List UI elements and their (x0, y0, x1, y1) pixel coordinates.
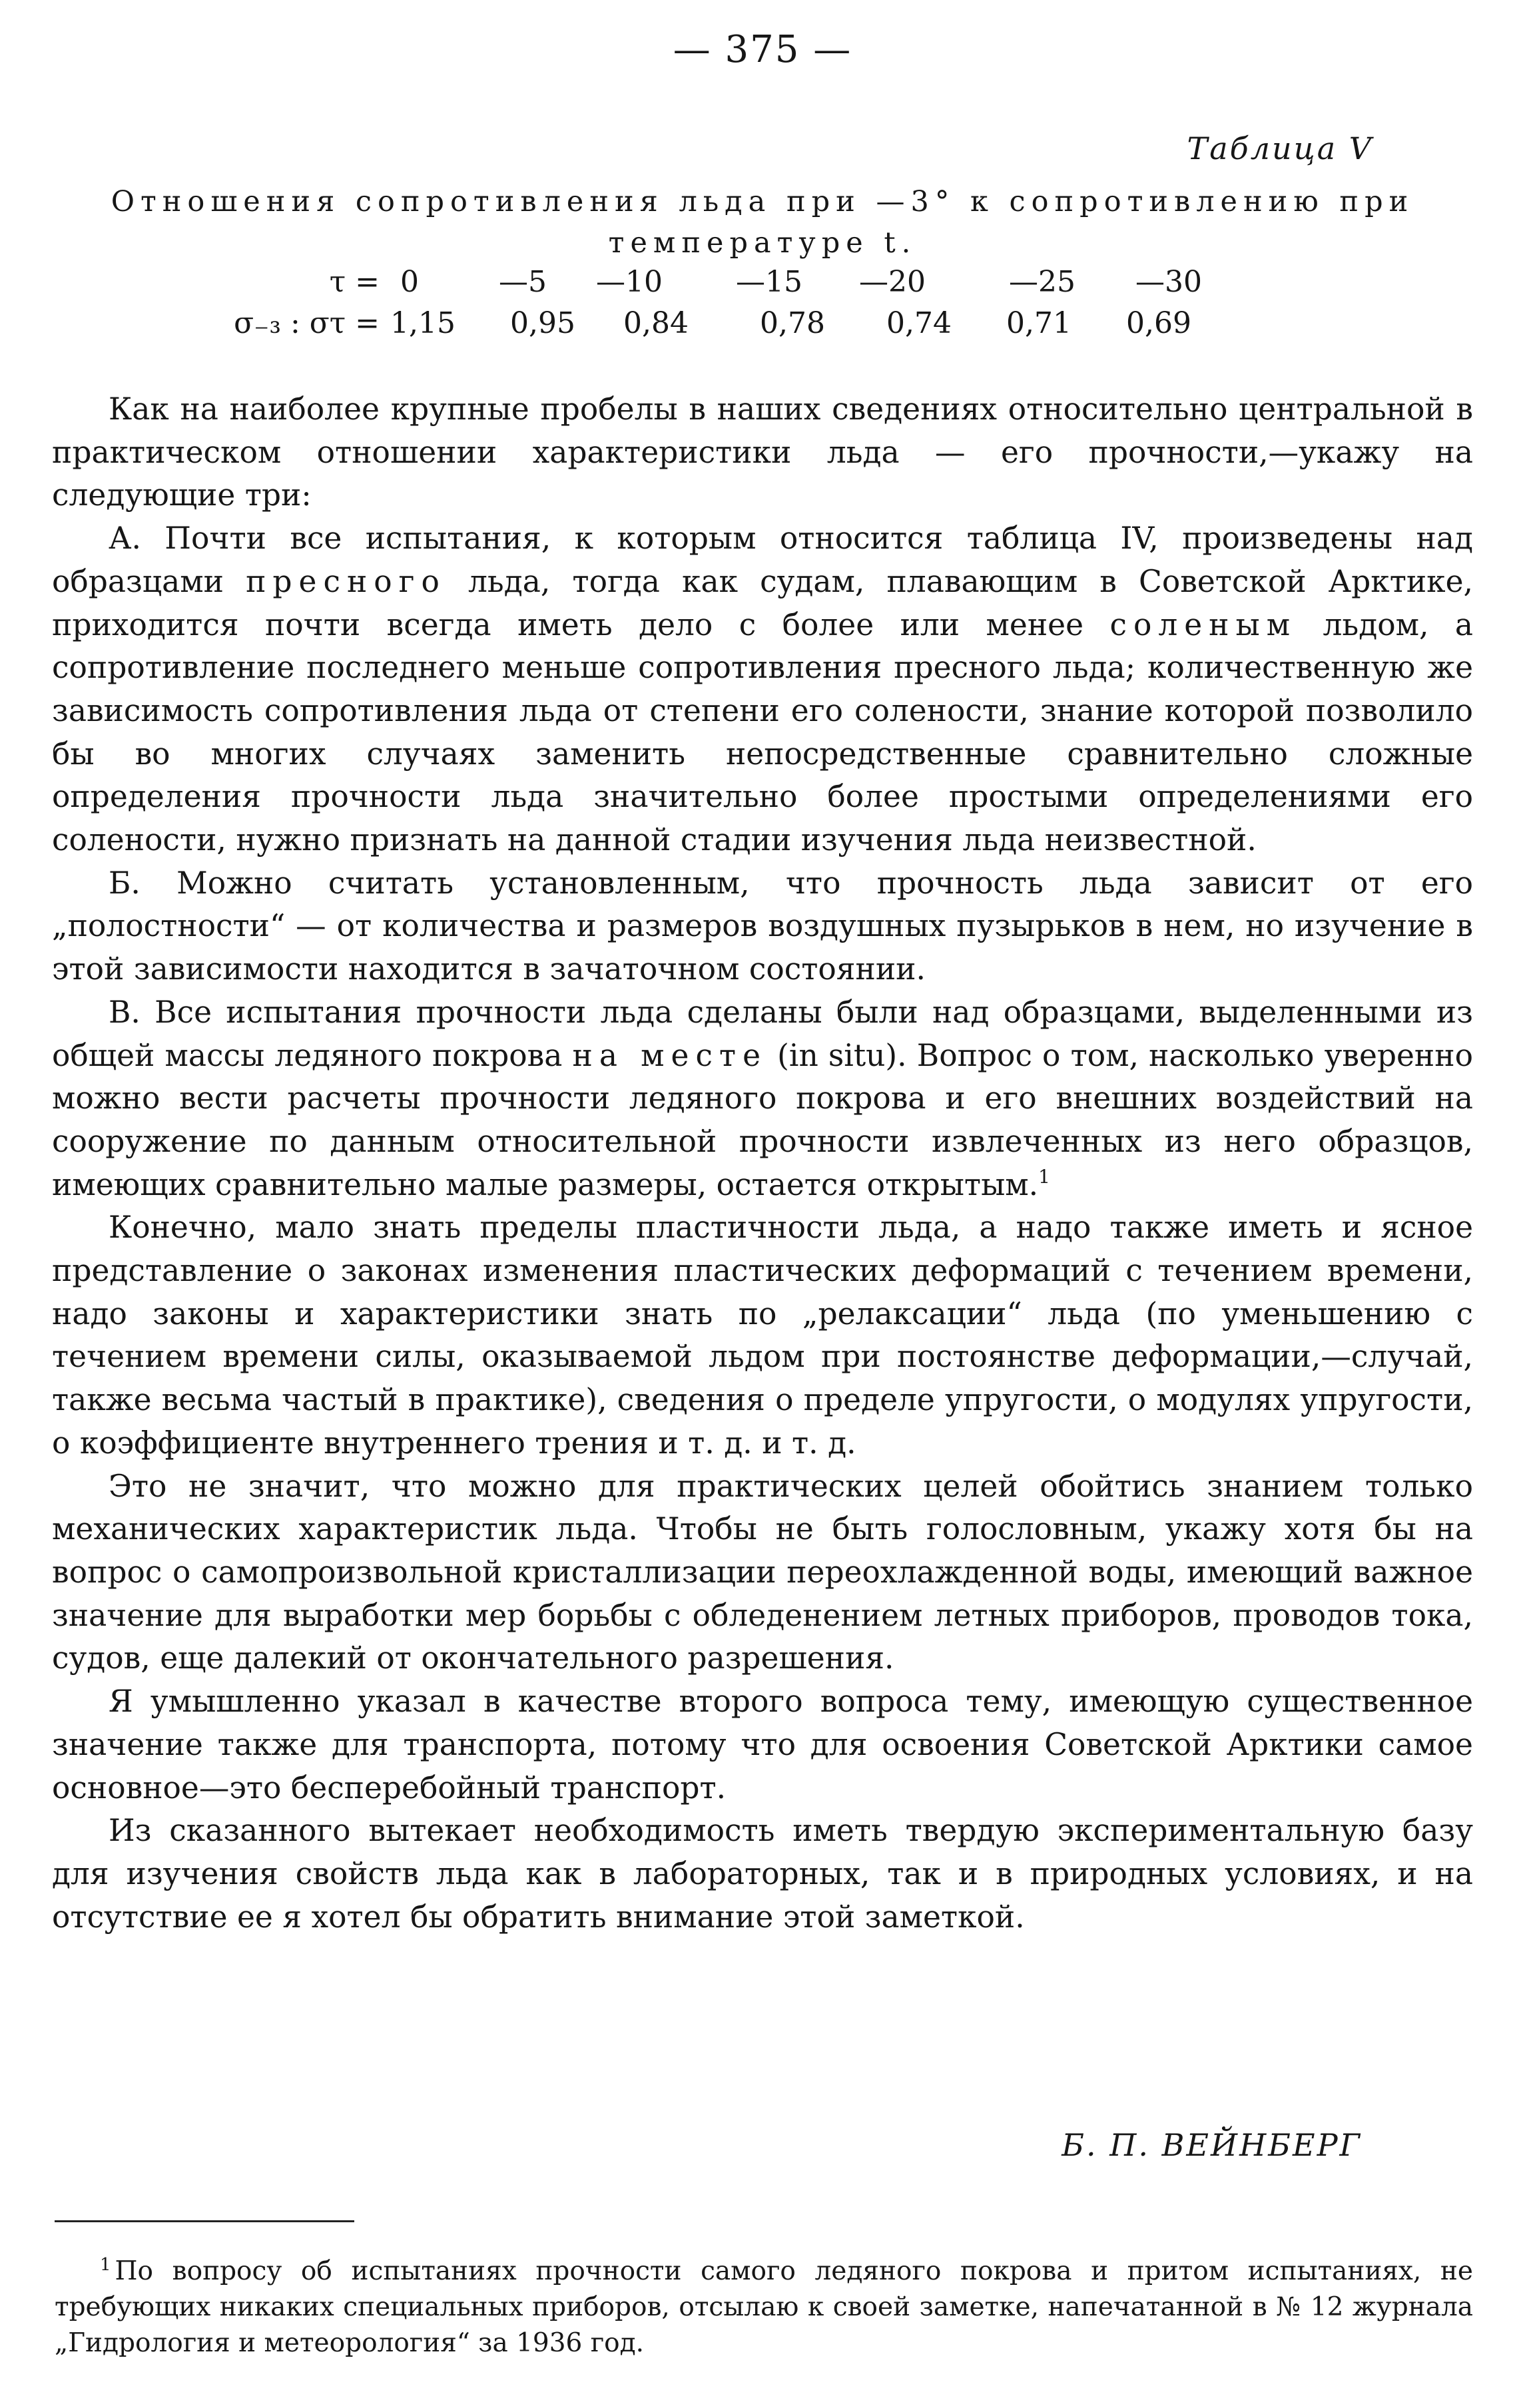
paragraph-a-part-1: А. Почти все испытания, к которым относится таблица IV, произведены над образцами (52, 521, 1473, 599)
author-signature: Б. П. ВЕЙНБЕРГ (1062, 2127, 1362, 2163)
paragraph-intro: Как на наиболее крупные пробелы в наших сведениях относительно центральной в практическом отношении характеристики льда — его прочности,—укажу на следующие три: (52, 391, 1473, 513)
main-text (52, 388, 1473, 1939)
paragraph-e: Это не значит, что можно для практических целей обойтись знанием только механических характеристик льда. Чтобы не быть голословным, укажу хотя бы на вопрос о самопроизвольной кристаллизации переохлажденной воды, имеющий важное значение для выработки мер борьбы с обледенением летных приборов, проводов тока, судов, еще далекий от окончательного разрешения. (52, 1468, 1473, 1676)
table-label: Таблица V (1187, 130, 1373, 166)
ratio-cell: 0,74 (886, 306, 952, 340)
temperature-label: τ = (329, 265, 380, 299)
paragraph-a-part-3: льдом, а сопротивление последнего меньше сопротивления пресного льда; количественную же зависимость сопротивления льда от степени его солености, знание которой позволило бы во многих случаях заменить непосредственные сравнительно сложные определения прочности льда значительно более простыми определениями его солености, нужно признать на данной стадии изучения льда неизвестной. (52, 606, 1474, 858)
paragraph-a-part-2: льда, тогда как судам, плавающим в Советской Арктике, приходится почти всегда иметь дело с более или менее (52, 563, 1474, 642)
table-row-temperature (200, 265, 1332, 305)
ratio-cell: 0,69 (1126, 306, 1191, 340)
ratio-cell: 0,95 (510, 306, 575, 340)
footnote-mark: 1 (100, 2255, 111, 2275)
temperature-cell: —15 (736, 265, 802, 299)
ratio-cell: 0,78 (760, 306, 825, 340)
paragraph-d: Конечно, мало знать пределы пластичности льда, а надо также иметь и ясное представление о законах изменения пластических деформаций с течением времени, надо законы и характеристики знать по „релаксации“ льда (по уменьшению с течением времени силы, оказываемой льдом при постоянстве деформации,—случай, также весьма частый в практике), сведения о пределе упругости, о модулях упругости, о коэффициенте внутреннего трения и т. д. и т. д. (52, 1210, 1473, 1461)
footnote-reference: 1 (1038, 1165, 1050, 1188)
ratio-cell: 1,15 (390, 306, 456, 340)
temperature-cell: —5 (499, 265, 547, 299)
footnote (55, 2254, 1473, 2361)
paragraph-f: Я умышленно указал в качестве второго вопроса тему, имеющую существенное значение также для транспорта, потому что для освоения Советской Арктики самое основное—это бесперебойный транспорт. (52, 1684, 1473, 1806)
table-row-ratio (200, 306, 1332, 346)
emphasis-fresh: пресного (246, 563, 446, 599)
paragraph-g: Из сказанного вытекает необходимость иметь твердую экспериментальную базу для изучения свойств льда как в лабораторных, так и в природных условиях, и на отсутствие ее я хотел бы обратить внимание этой заметкой. (52, 1813, 1473, 1935)
footnote-text: По вопросу об испытаниях прочности самого ледяного покрова и притом испытаниях, не требующих никаких специальных приборов, отсылаю к своей заметке, напечатанной в № 12 журнала „Гидрология и метеорология“ за 1936 год. (55, 2256, 1473, 2358)
ratio-cell: 0,71 (1006, 306, 1071, 340)
temperature-cell: —25 (1009, 265, 1075, 299)
page-number: — 375 — (673, 28, 852, 71)
paragraph-c-part-1: В. Все испытания прочности льда сделаны были над образцами, выделенными из общей массы ледяного покрова (52, 994, 1473, 1073)
temperature-cell: 0 (400, 265, 419, 299)
table-caption (47, 181, 1478, 264)
ratio-label: σ₋₃ : στ = (234, 306, 380, 340)
emphasis-salty: соленым (1109, 606, 1297, 642)
table-caption-line-2: температуре t. (608, 226, 917, 260)
temperature-cell: —10 (596, 265, 663, 299)
emphasis-in-place: на месте (572, 1037, 768, 1073)
table-caption-line-1: Отношения сопротивления льда при —3° к сопротивлению при (111, 185, 1414, 218)
paragraph-c (52, 991, 1473, 1207)
footnote-divider (55, 2220, 354, 2222)
paragraph-a (52, 517, 1473, 862)
temperature-cell: —20 (859, 265, 926, 299)
ratio-cell: 0,84 (623, 306, 689, 340)
temperature-cell: —30 (1135, 265, 1202, 299)
paragraph-b: Б. Можно считать установленным, что прочность льда зависит от его „полостности“ — от количества и размеров воздушных пузырьков в нем, но изучение в этой зависимости находится в зачаточном состоянии. (52, 865, 1473, 987)
paragraph-c-part-2: (in situ). Вопрос о том, насколько уверенно можно вести расчеты прочности ледяного покрова и его внешних воздействий на сооружение по данным относительной прочности извлеченных из него образцов, имеющих сравнительно малые размеры, остается открытым. (52, 1037, 1473, 1202)
